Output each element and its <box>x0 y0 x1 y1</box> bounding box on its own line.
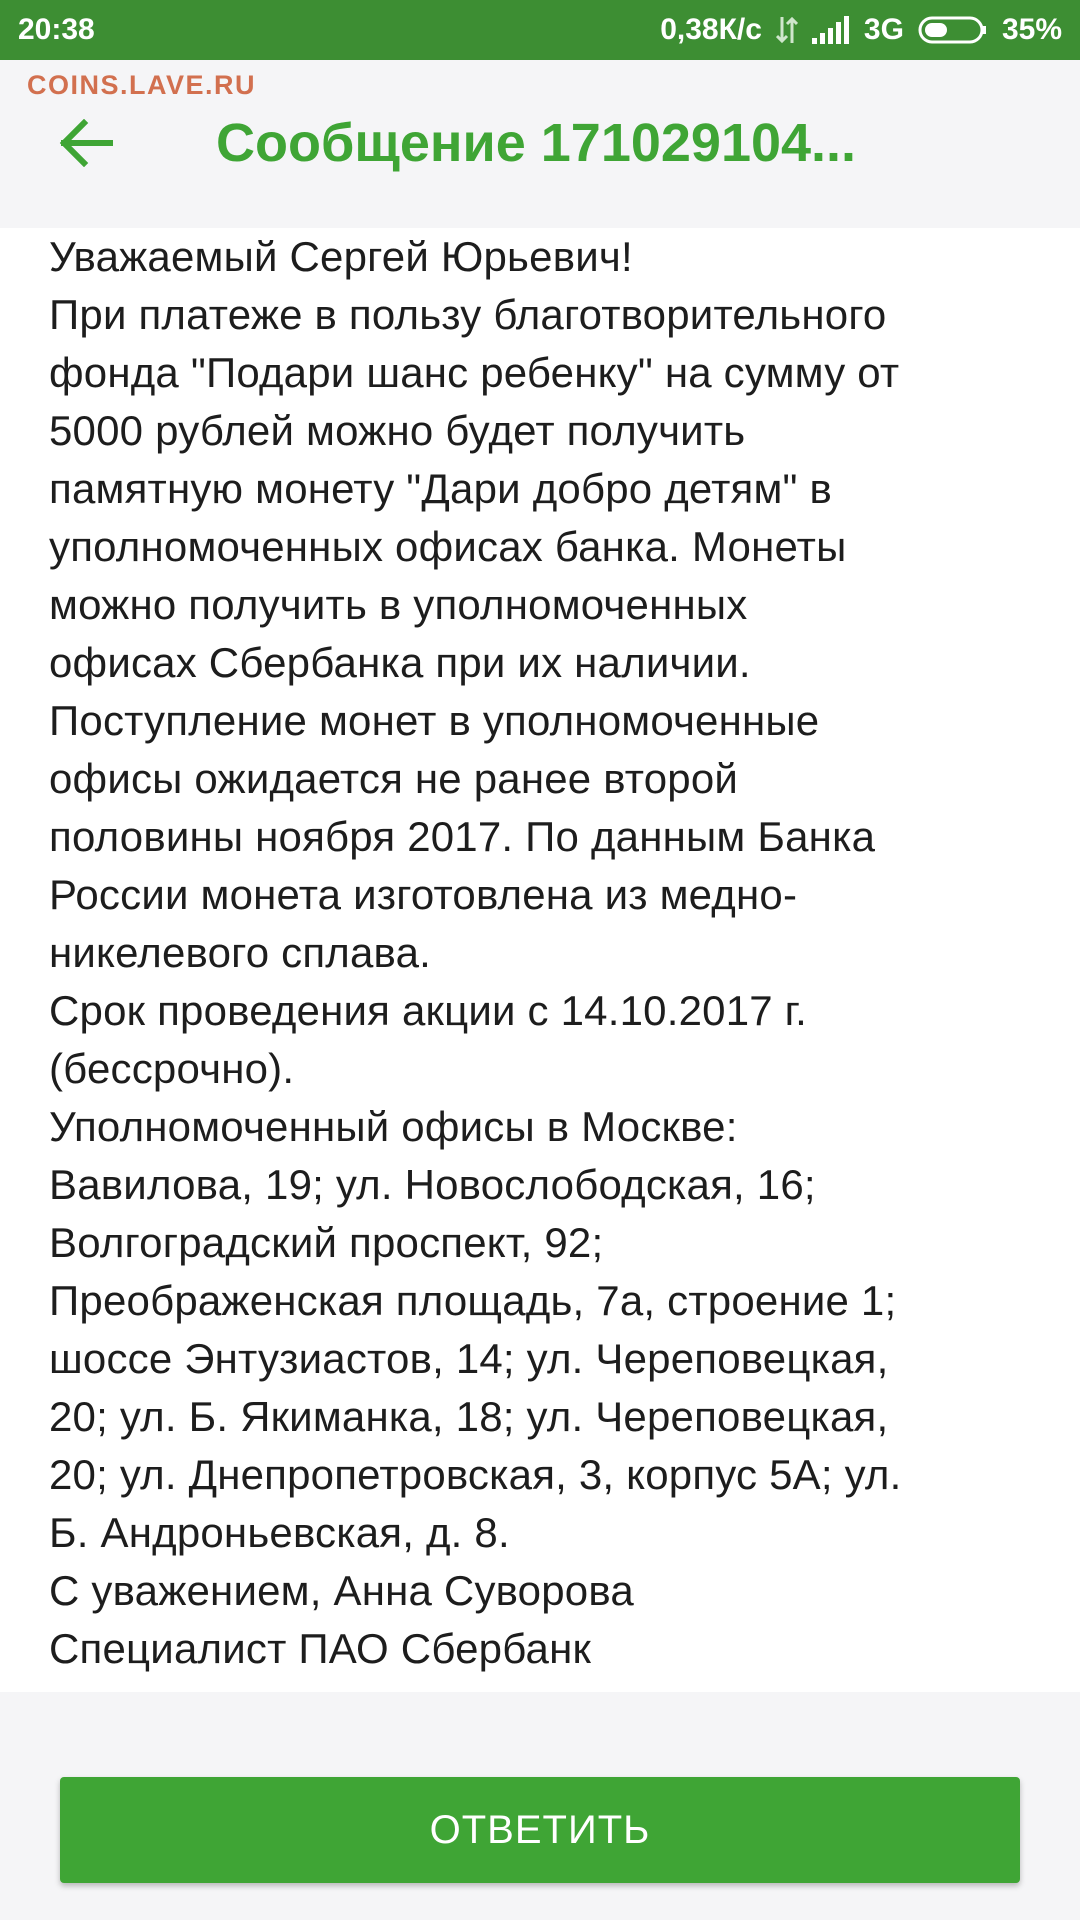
message-line: Уважаемый Сергей Юрьевич! <box>49 233 633 280</box>
message-line: уполномоченных офисах банка. Монеты <box>49 523 847 570</box>
message-line: России монета изготовлена из медно- <box>49 871 798 918</box>
reply-button[interactable]: ОТВЕТИТЬ <box>60 1777 1020 1883</box>
message-line: офисы ожидается не ранее второй <box>49 755 739 802</box>
message-line: Б. Андроньевская, д. 8. <box>49 1509 510 1556</box>
message-line: При платеже в пользу благотворительного <box>49 291 887 338</box>
message-line: шоссе Энтузиастов, 14; ул. Череповецкая, <box>49 1335 889 1382</box>
signal-icon <box>812 16 850 44</box>
message-line: Преображенская площадь, 7а, строение 1; <box>49 1277 897 1324</box>
data-transfer-icon <box>776 15 798 45</box>
page-title: Сообщение 171029104... <box>216 113 857 173</box>
message-line: Поступление монет в уполномоченные <box>49 697 820 744</box>
message-line: можно получить в уполномоченных <box>49 581 748 628</box>
network-type: 3G <box>863 13 904 46</box>
watermark: COINS.LAVE.RU <box>27 70 257 100</box>
message-line: никелевого сплава. <box>49 929 432 976</box>
message-line: С уважением, Анна Суворова <box>49 1567 634 1614</box>
message-line: Вавилова, 19; ул. Новослободская, 16; <box>49 1161 816 1208</box>
status-bar <box>0 0 1080 60</box>
back-button[interactable] <box>48 110 124 180</box>
status-time: 20:38 <box>18 13 95 46</box>
message-line: 5000 рублей можно будет получить <box>49 407 746 454</box>
message-line: Уполномоченный офисы в Москве: <box>49 1103 738 1150</box>
status-icons <box>660 13 1062 47</box>
message-line: Специалист ПАО Сбербанк <box>49 1625 592 1672</box>
message-line: 20; ул. Днепропетровская, 3, корпус 5А; ул. <box>49 1451 902 1498</box>
message-line: офисах Сбербанка при их наличии. <box>49 639 751 686</box>
message-line: 20; ул. Б. Якиманка, 18; ул. Череповецкая, <box>49 1393 889 1440</box>
message-body <box>0 228 1080 1692</box>
battery-icon <box>918 15 988 45</box>
message-line: (бессрочно). <box>49 1045 295 1092</box>
message-line: фонда "Подари шанс ребенку" на сумму от <box>49 349 900 396</box>
arrow-left-icon <box>58 119 114 172</box>
message-line: Волгоградский проспект, 92; <box>49 1219 604 1266</box>
network-speed: 0,38К/с <box>660 13 762 46</box>
message-line: Срок проведения акции с 14.10.2017 г. <box>49 987 807 1034</box>
message-line: памятную монету "Дари добро детям" в <box>49 465 833 512</box>
message-line: половины ноября 2017. По данным Банка <box>49 813 876 860</box>
battery-level: 35% <box>1001 13 1062 46</box>
